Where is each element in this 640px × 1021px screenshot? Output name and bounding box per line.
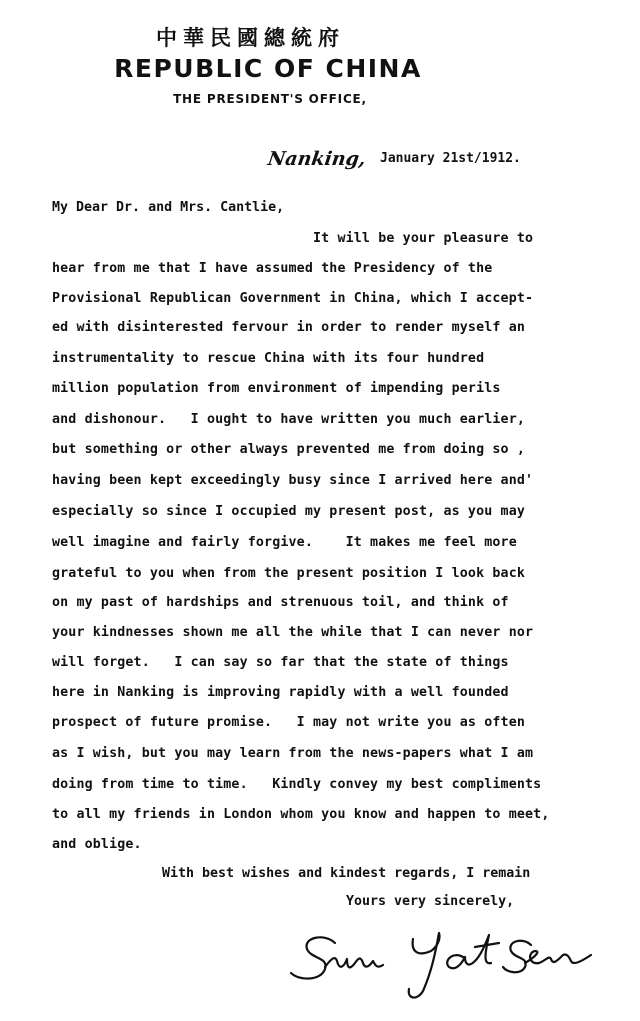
body-line: and oblige. xyxy=(52,837,142,852)
body-line: will forget. I can say so far that the state of things xyxy=(52,655,509,670)
body-line: here in Nanking is improving rapidly with a well founded xyxy=(52,685,509,700)
body-line: instrumentality to rescue China with its four hundred xyxy=(52,351,485,366)
body-line: million population from environment of impending perils xyxy=(52,381,501,396)
body-line: Provisional Republican Government in China, which I accept- xyxy=(52,291,534,306)
body-line: and dishonour. I ought to have written you much earlier, xyxy=(52,412,526,427)
body-line: your kindnesses shown me all the while that I can never nor xyxy=(52,625,534,640)
body-line: It will be your pleasure to xyxy=(52,231,534,246)
body-line: hear from me that I have assumed the Presidency of the xyxy=(52,261,493,276)
salutation: My Dear Dr. and Mrs. Cantlie, xyxy=(52,200,285,215)
dateline-date: January 21st/1912. xyxy=(380,151,521,166)
body-line: prospect of future promise. I may not write you as often xyxy=(52,715,526,730)
letterhead-office: THE PRESIDENT'S OFFICE, xyxy=(173,92,367,106)
body-line: having been kept exceedingly busy since I arrived here and' xyxy=(52,473,534,488)
body-line: doing from time to time. Kindly convey my best compliments xyxy=(52,777,542,792)
body-line: well imagine and fairly forgive. It makes me feel more xyxy=(52,535,517,550)
body-line: to all my friends in London whom you know and happen to meet, xyxy=(52,807,550,822)
letterhead-title: REPUBLIC OF CHINA xyxy=(114,54,422,83)
handwritten-signature-icon xyxy=(285,915,605,1005)
body-line: especially so since I occupied my present post, as you may xyxy=(52,504,526,519)
dateline-place: Nanking, xyxy=(266,148,368,170)
body-line: grateful to you when from the present position I look back xyxy=(52,566,526,581)
body-line: but something or other always prevented me from doing so , xyxy=(52,442,526,457)
closing-line: With best wishes and kindest regards, I remain xyxy=(162,866,531,881)
chinese-letterhead-title: 中華民國總統府 xyxy=(156,25,345,50)
body-line: on my past of hardships and strenuous toil, and think of xyxy=(52,595,509,610)
valediction: Yours very sincerely, xyxy=(346,894,515,909)
body-line: as I wish, but you may learn from the news-papers what I am xyxy=(52,746,534,761)
body-line: ed with disinterested fervour in order to render myself an xyxy=(52,320,526,335)
